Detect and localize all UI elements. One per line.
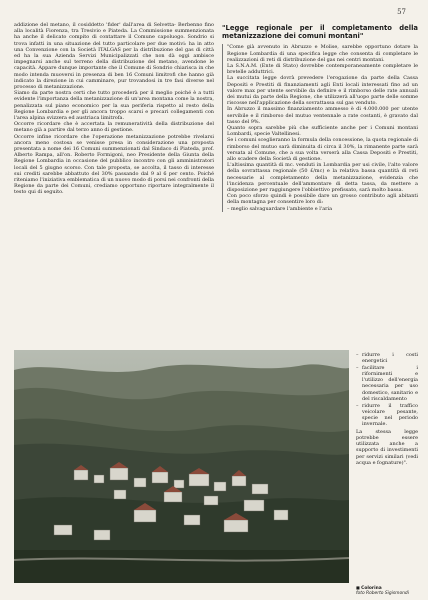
village-photo — [14, 350, 349, 583]
article-paragraph: Occorre ricordare che è accertata la remuneratività della distribuzione del metano già a partire dal terzo anno di gestione. — [14, 121, 214, 134]
quote-paragraph: – meglio salvaguardare l'ambiente e l'aria — [227, 205, 333, 212]
list-item: – ridurre il traffico veicolare pesante, specie nel periodo invernale. — [362, 403, 418, 427]
quote-paragraph: Con poco sforzo quindi è possibile dare un grosso contributo agli abitanti della montagna per consentire loro di: — [227, 193, 418, 206]
right-article-column — [222, 22, 418, 344]
village-photo-illustration — [14, 350, 349, 583]
page-number: 57 — [397, 8, 406, 16]
left-article-column — [14, 22, 214, 344]
article-paragraph: addizione del metano, il cosiddetto 'fider' dall'area di Selvetta- Berbenno fino alla località Fiorenza, tra Tresivio e Piateda. La Commissione summenzionata ha anche il delicato compito di contattare il Comune capoluogo. Sondrio si trova infatti in una situazione del tutto particolare per due motivi: ha in atto una Convenzione con la Società ITALGAS per la distribuzione del gas di città ed ha la sua Azienda Servizi Municipalizzati che non dà oggi ambisce impegnarsi anche sul terreno della distribuzione del metano, avendone le capacità. Appare dunque importante che il Comune di Sondrio chiarisca in che modo intenda muoversi in presenza di ben 16 Comuni limitrofi che hanno già indicato la direzione in cui camminare, pur trovandosi in tre fasi diverse nel processo di metanizzazione. — [14, 22, 214, 91]
side-list-column — [356, 352, 418, 582]
list-item: – facilitare i rifornimenti e l'utilizzo dell'energia necessaria per uso domestico, sanitario e del riscaldamento — [362, 365, 418, 402]
closing-paragraph: La stessa legge potrebbe essere utilizzata anche a supporto di investimenti per servizi similari (vedi acqua e fognature)". — [356, 429, 418, 466]
caption-title: ■ Colorina — [356, 585, 426, 591]
quote-box-title: "Legge regionale per il completamento della metanizzazione dei comuni montani" — [222, 24, 418, 41]
quote-paragraph: In Abruzzo il massimo finanziamento ammesso è di 4.000.000 per utente servibile e il rimborso del mutuo ventennale a rate costanti, è gravato dal tasso del 9%. — [227, 106, 418, 125]
photo-caption — [356, 585, 426, 596]
quote-paragraph: Quanto sopra sarebbe più che sufficiente anche per i Comuni montani Lombardi, specie Valtellinesi. — [227, 125, 418, 138]
quote-paragraph: "Come già avvenuto in Abruzzo e Molise, sarebbe opportuno dotare la Regione Lombardia di una specifica legge che consenta di completare le realizzazioni di reti di distribuzione del gas nei centri montani. — [227, 44, 418, 63]
article-paragraph: Occorre infine ricordare che l'operazione metanizzazione potrebbe rivelarsi ancora meno costosa se venisse presa in considerazione una proposta presentata a nome dei 16 Comuni summenzionati dal Sindaco di Piateda, prof. Alberto Rampa, all'on. Roberto Formigoni, neo Presidente della Giunta della Regione Lombardia in occasione del pubblico incontro con gli amministratori locali del 5 giugno scorso. Con tale proposta, se accolta, il tasso di interesse sui crediti sarebbe abbattuto del 30% passando dal 9 al 6 per cento. Poiché riteniamo l'iniziativa emblematica di un nuovo modo di porsi nei confronti della Regione da parte dei Comuni, crediamo opportuno riportare integralmente il testo qui di seguito. — [14, 133, 214, 196]
quote-paragraph: La succitata legge dovrà prevedere l'erogazione da parte della Cassa Depositi e Prestiti di finanziamenti agli Enti locali interessati fino ad un valore max per utente servibile da definire e il rimborso delle rate annuali dei mutui da parte della Regione, che utilizzerà all'uopo parte delle somme riscosse nell'applicazione della sovrattassa sul gas venduto. — [227, 75, 418, 107]
quote-paragraph: L'altissima quantità di mc. venduti in Lombardia per usi civile, l'alto valore della sovrattassa regionale (50 £/mc) e la relativa bassa quantità di reti necessarie al completamento della metanizzazione, evidenzia che l'incidenza percentuale dell'ammontare di detta tassa, da mettere a disposizione per raggiungere l'obbiettivo prefissato, sarà molto bassa. — [227, 162, 418, 194]
caption-credit: foto Roberto Sigismondi — [356, 591, 409, 597]
list-item: – ridurre i costi energetici — [362, 352, 418, 364]
article-paragraph: Siamo da parte nostra certi che tutto procederà per il meglio poiché è a tutti evidente l'importanza della metanizzazione di un'area montana come la nostra, penalizzata sul piano economico per la sua periferia rispetto al resto della Regione Lombardia e per gli ancora troppo scarsi e precari collegamenti con l'area alpina svizzera ed austriaca limitrofa. — [14, 90, 214, 122]
quote-box — [222, 44, 418, 211]
quote-paragraph: La S.N.A.M. (Ente di Stato) dovrebbe contemporaneamente completare le bretelle adduttrici. — [227, 63, 418, 76]
quote-paragraph: Se i comuni sceglieranno la formula della concessione, la quota regionale di rimborso del mutuo sarà diminuita di circa il 30%, la rimanente parte sarà versata al Comune, che a sua volta verserà alla Cassa Depositi e Prestiti, allo scadere della Società di gestione. — [227, 137, 418, 163]
benefit-list — [356, 352, 418, 427]
